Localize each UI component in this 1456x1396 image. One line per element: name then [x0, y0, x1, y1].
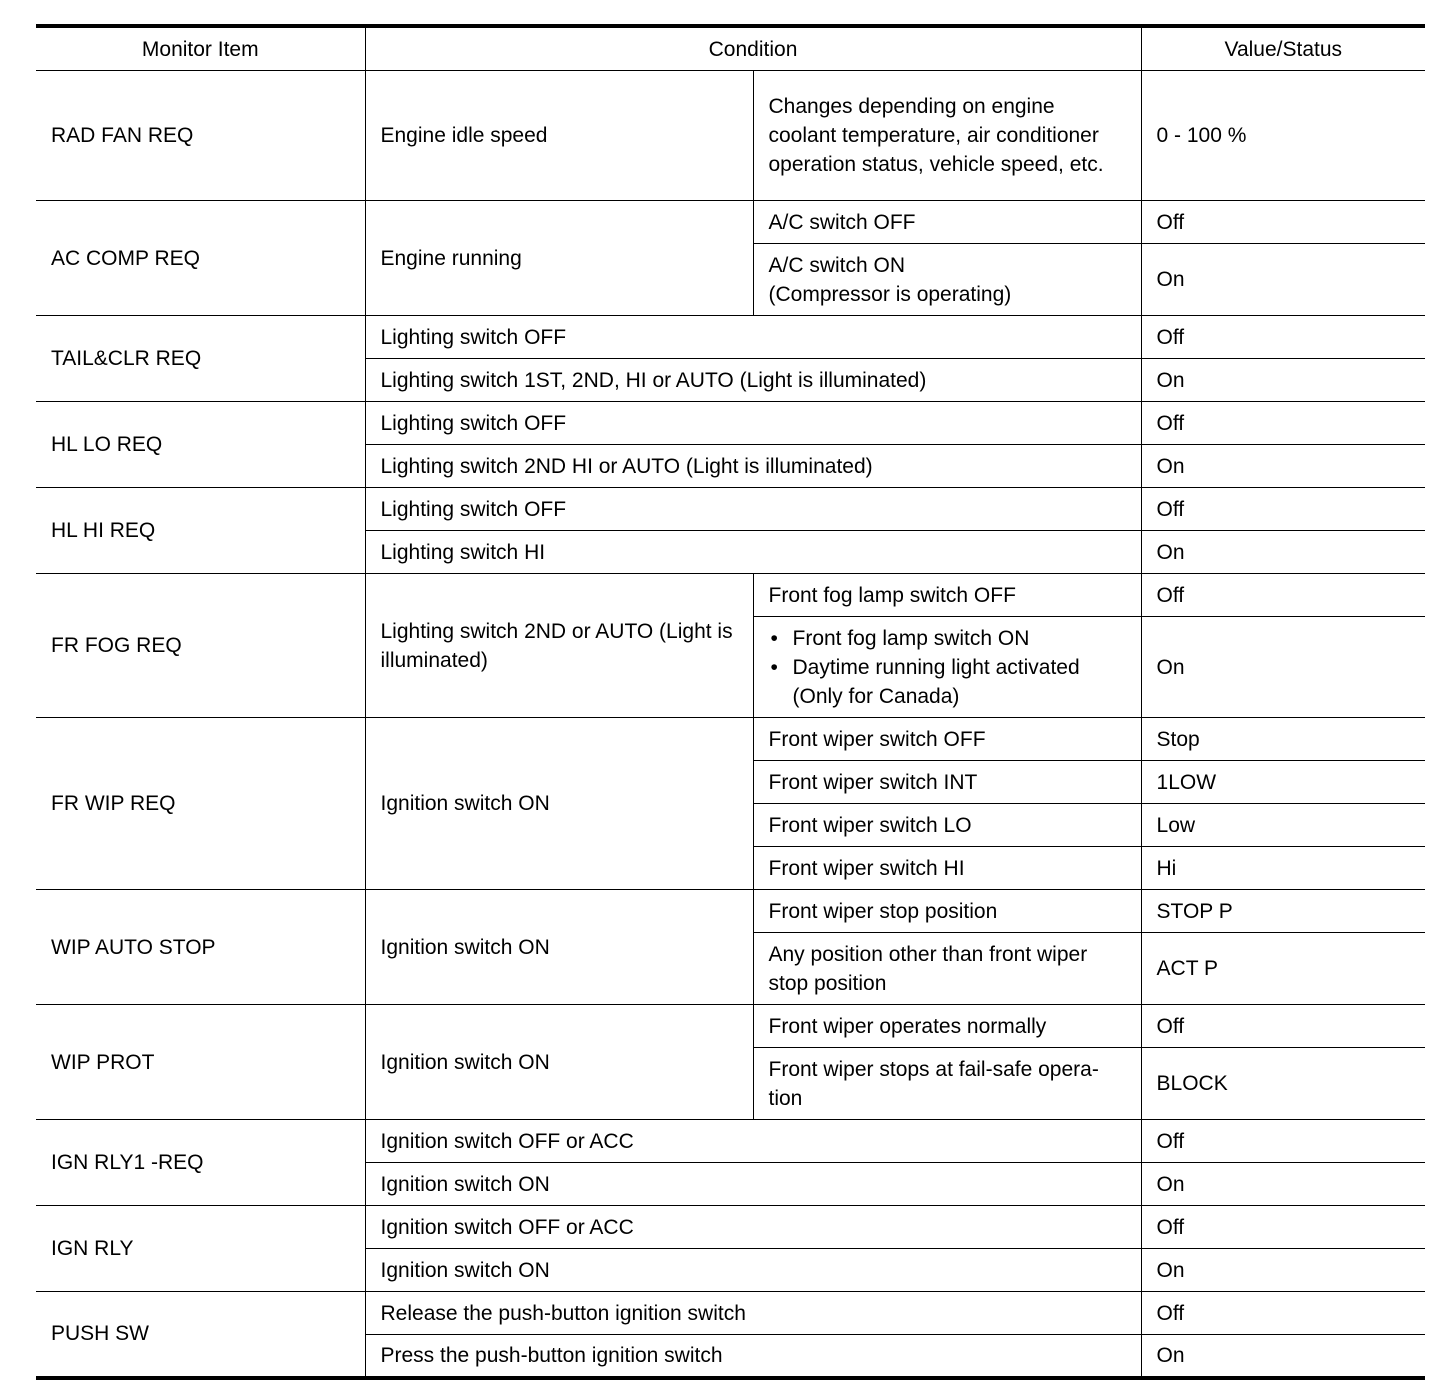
value-status: Off — [1141, 201, 1425, 244]
value-status: 0 - 100 % — [1141, 71, 1425, 201]
value-status: On — [1141, 1249, 1425, 1292]
sub-condition: Front wiper switch LO — [753, 804, 1141, 847]
monitor-item: HL LO REQ — [36, 402, 365, 488]
value-status: On — [1141, 617, 1425, 718]
sub-condition-line: A/C switch ON — [768, 253, 906, 277]
table-row — [36, 1005, 1425, 1048]
table-row — [36, 1206, 1425, 1249]
sub-condition: Front fog lamp switch OFF — [753, 574, 1141, 617]
table-row — [36, 890, 1425, 933]
sub-condition: Any position other than front wiper stop position — [753, 933, 1141, 1005]
monitor-item: WIP PROT — [36, 1005, 365, 1120]
table-row — [36, 574, 1425, 617]
table-row — [36, 316, 1425, 359]
value-status: Off — [1141, 1005, 1425, 1048]
value-status: Off — [1141, 574, 1425, 617]
condition: Lighting switch HI — [365, 531, 1141, 574]
sub-condition: Front wiper operates normally — [753, 1005, 1141, 1048]
condition: Ignition switch ON — [365, 890, 753, 1005]
value-status: Low — [1141, 804, 1425, 847]
sub-condition: Front wiper switch HI — [753, 847, 1141, 890]
value-status: 1LOW — [1141, 761, 1425, 804]
condition: Lighting switch OFF — [365, 488, 1141, 531]
condition: Lighting switch 1ST, 2ND, HI or AUTO (Light is illuminated) — [365, 359, 1141, 402]
sub-condition: A/C switch OFF — [753, 201, 1141, 244]
condition: Lighting switch 2ND or AUTO (Light is illuminated) — [365, 574, 753, 718]
condition: Engine running — [365, 201, 753, 316]
value-status: On — [1141, 244, 1425, 316]
monitor-item: TAIL&CLR REQ — [36, 316, 365, 402]
condition: Ignition switch ON — [365, 1163, 1141, 1206]
sub-condition — [753, 244, 1141, 316]
header-row — [36, 26, 1425, 71]
value-status: Off — [1141, 1292, 1425, 1335]
sub-condition: Front wiper switch OFF — [753, 718, 1141, 761]
table-row — [36, 488, 1425, 531]
sub-condition: Changes depending on engine coolant temperature, air conditioner operation status, vehicle speed, etc. — [753, 71, 1141, 201]
condition: Ignition switch ON — [365, 1005, 753, 1120]
table-row — [36, 402, 1425, 445]
monitor-item: RAD FAN REQ — [36, 71, 365, 201]
table-row — [36, 71, 1425, 201]
condition: Lighting switch OFF — [365, 316, 1141, 359]
condition: Engine idle speed — [365, 71, 753, 201]
table-row — [36, 718, 1425, 761]
value-status: On — [1141, 1163, 1425, 1206]
value-status: Off — [1141, 402, 1425, 445]
sub-condition — [753, 617, 1141, 718]
monitor-item: AC COMP REQ — [36, 201, 365, 316]
condition: Release the push-button ignition switch — [365, 1292, 1141, 1335]
value-status: On — [1141, 445, 1425, 488]
value-status: ACT P — [1141, 933, 1425, 1005]
condition: Ignition switch ON — [365, 718, 753, 890]
value-status: Off — [1141, 1120, 1425, 1163]
table-row — [36, 1292, 1425, 1335]
condition: Ignition switch OFF or ACC — [365, 1206, 1141, 1249]
monitor-item: HL HI REQ — [36, 488, 365, 574]
monitor-item: IGN RLY1 -REQ — [36, 1120, 365, 1206]
value-status: On — [1141, 531, 1425, 574]
table-row — [36, 201, 1425, 244]
sub-condition-line: (Compressor is operating) — [768, 282, 1012, 306]
header-monitor-item: Monitor Item — [36, 26, 365, 71]
sub-condition: Front wiper stops at fail-safe opera-tion — [753, 1048, 1141, 1120]
value-status: Stop — [1141, 718, 1425, 761]
condition: Ignition switch OFF or ACC — [365, 1120, 1141, 1163]
bullet-item: • Daytime running light activated (Only for Canada) — [769, 653, 1126, 711]
sub-condition: Front wiper switch INT — [753, 761, 1141, 804]
value-status: BLOCK — [1141, 1048, 1425, 1120]
monitor-table — [36, 24, 1425, 1380]
table-row — [36, 1120, 1425, 1163]
header-condition: Condition — [365, 26, 1141, 71]
value-status: On — [1141, 359, 1425, 402]
condition: Ignition switch ON — [365, 1249, 1141, 1292]
monitor-item: FR FOG REQ — [36, 574, 365, 718]
value-status: On — [1141, 1335, 1425, 1378]
bullet-item: • Front fog lamp switch ON — [769, 624, 1126, 653]
monitor-item: PUSH SW — [36, 1292, 365, 1378]
condition: Lighting switch OFF — [365, 402, 1141, 445]
condition: Press the push-button ignition switch — [365, 1335, 1141, 1378]
value-status: STOP P — [1141, 890, 1425, 933]
value-status: Off — [1141, 316, 1425, 359]
monitor-item: FR WIP REQ — [36, 718, 365, 890]
condition: Lighting switch 2ND HI or AUTO (Light is illuminated) — [365, 445, 1141, 488]
value-status: Off — [1141, 488, 1425, 531]
sub-condition: Front wiper stop position — [753, 890, 1141, 933]
value-status: Off — [1141, 1206, 1425, 1249]
value-status: Hi — [1141, 847, 1425, 890]
header-value-status: Value/Status — [1141, 26, 1425, 71]
monitor-item: WIP AUTO STOP — [36, 890, 365, 1005]
monitor-item: IGN RLY — [36, 1206, 365, 1292]
bullet-list — [769, 624, 1126, 711]
